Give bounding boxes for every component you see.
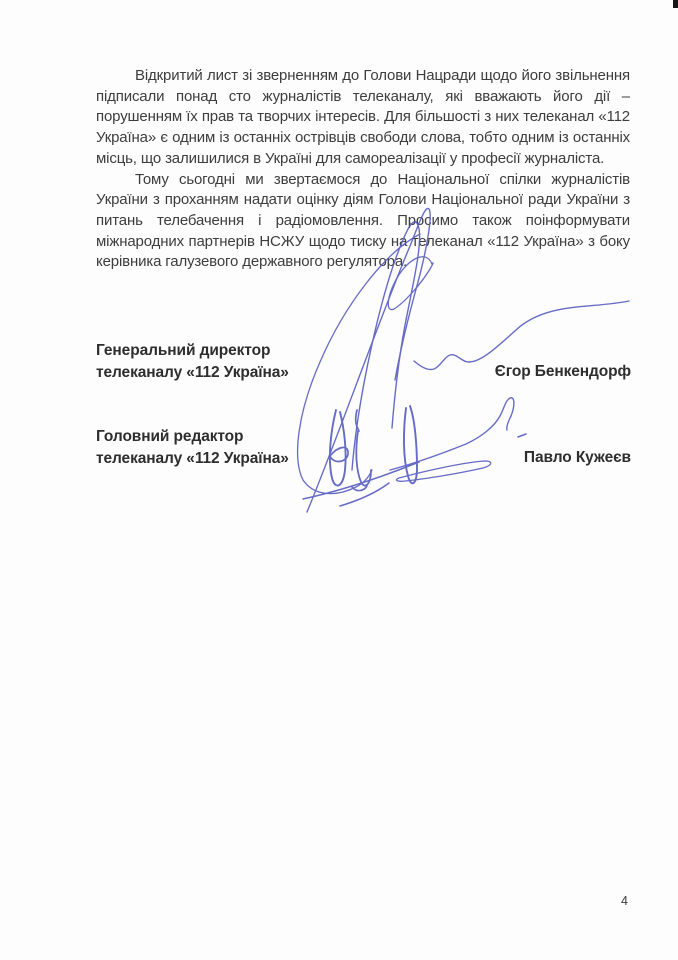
signatory-title-line: Генеральний директор	[96, 342, 271, 359]
signatory-name-chief-editor: Павло Кужеєв	[523, 449, 631, 466]
handwritten-ink-signature-icon	[270, 195, 640, 520]
signatory-title-general-director	[96, 340, 289, 384]
scan-corner-artifact-icon	[673, 0, 678, 8]
letter-paragraph: Тому сьогодні ми звертаємося до Національної спілки журналістів України з проханням надати оцінку діям Голови Національної ради України з питань телебачення і радіомовлення. Просимо також поінформувати міжнародних партнерів НСЖУ щодо тиску на телеканал «112 Україна» з боку керівника галузевого державного регулятора.	[96, 170, 630, 271]
signatory-title-line: Головний редактор	[96, 428, 244, 445]
signatory-title-line: телеканалу «112 Україна»	[96, 364, 289, 381]
signatory-name-general-director: Єгор Бенкендорф	[494, 363, 631, 380]
signatory-title-line: телеканалу «112 Україна»	[96, 450, 289, 467]
letter-paragraph: Відкритий лист зі зверненням до Голови Нацради щодо його звільнення підписали понад сто журналістів телеканалу, які вважають його дії – порушенням їх прав та творчих інтересів. Для більшості з них телеканал «112 Україна» є одним із останніх острівців свободи слова, тобто одним із останніх місць, що залишилися в Україні для самореалізації у професії журналіста.	[96, 67, 630, 167]
signatory-title-chief-editor	[96, 426, 289, 470]
signature-ink-strokes	[298, 208, 629, 512]
page-number: 4	[621, 894, 628, 908]
